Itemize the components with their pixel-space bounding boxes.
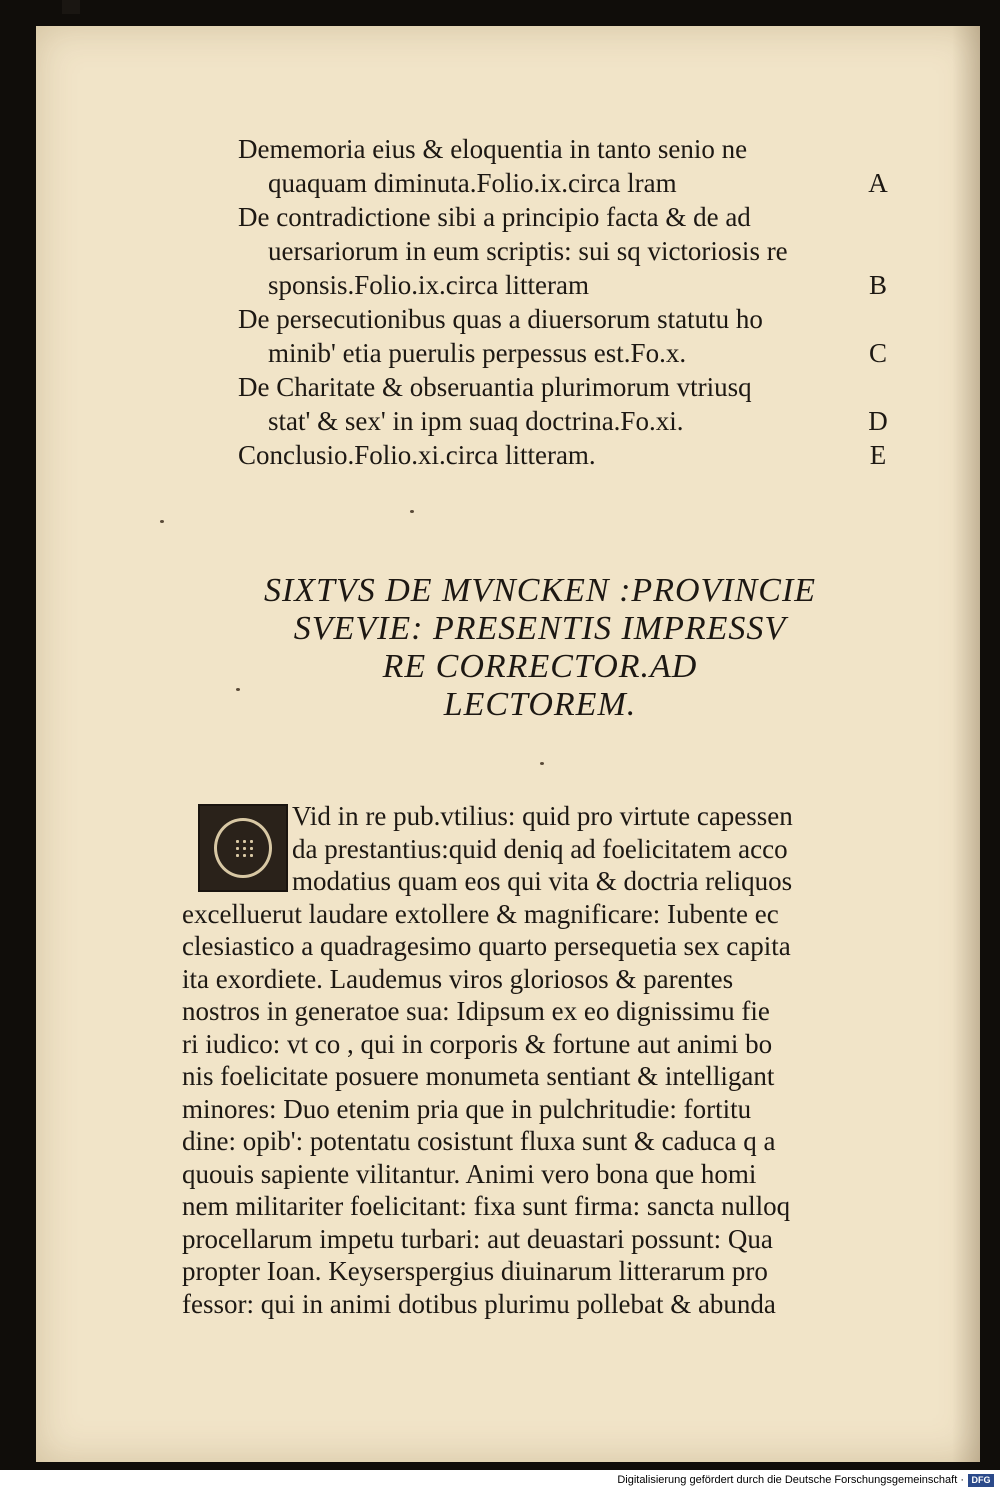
body-line: ita exordiete. Laudemus viros gloriosos & parentes: [182, 963, 734, 994]
toc-line-text: uersariorum in eum scriptis: sui sq victoriosis re: [268, 236, 788, 266]
toc-line-text: Dememoria eius & eloquentia in tanto senio ne: [238, 134, 748, 164]
toc-line-text: De persecutionibus quas a diuersorum statutu ho: [238, 304, 763, 334]
toc-line-marker: [858, 200, 898, 234]
heading-line: RE CORRECTOR.AD: [382, 648, 698, 685]
toc-line: [238, 438, 898, 472]
toc-line: [238, 370, 898, 404]
toc-line-marker: [858, 234, 898, 268]
body-line: procellarum impetu turbari: aut deuastari possunt: Qua: [182, 1223, 773, 1254]
toc-line: [238, 404, 898, 438]
heading-line: SIXTVS DE MVNCKEN :PROVINCIE: [263, 572, 817, 609]
body-line: dine: opib': potentatu cosistunt fluxa sunt & caduca q a: [182, 1126, 776, 1156]
toc-line-marker: [858, 302, 898, 336]
body-text: [182, 800, 882, 1320]
body-line: minores: Duo etenim pria que in pulchritudie: fortitu: [182, 1093, 752, 1124]
toc-line-text: De Charitate & obseruantia plurimorum vtriusq: [238, 372, 752, 402]
page-edge-shadow: [952, 26, 980, 1462]
section-heading: [180, 572, 900, 724]
ink-speck: [540, 762, 544, 765]
toc-line-marker: [858, 132, 898, 166]
toc-line-text: De contradictione sibi a principio facta & de ad: [238, 202, 751, 232]
body-line: nostros in generatoe sua: Idipsum ex eo dignissimu fie: [182, 996, 770, 1026]
toc-line-marker: C: [868, 338, 887, 368]
toc-line: [238, 132, 898, 166]
toc-line: [238, 166, 898, 200]
toc-line-marker: A: [868, 168, 888, 198]
toc-line-marker: D: [868, 406, 888, 436]
heading-line: LECTOREM.: [443, 686, 637, 723]
body-line: da prestantius:quid deniq ad foelicitatem acco: [292, 833, 788, 864]
toc-line: [238, 268, 898, 302]
ink-speck: [160, 520, 164, 523]
toc-line: [238, 336, 898, 370]
toc-line: [238, 234, 898, 268]
toc-line-marker: B: [868, 270, 887, 300]
body-line: quouis sapiente vilitantur. Animi vero bona que homi: [182, 1158, 757, 1189]
body-line: propter Ioan. Keyserspergius diuinarum litterarum pro: [182, 1256, 768, 1286]
dfg-logo: DFG: [968, 1474, 994, 1487]
heading-line: SVEVIE: PRESENTIS IMPRESSV: [293, 610, 787, 647]
body-line: nis foelicitate posuere monumeta sentiant & intelligant: [182, 1061, 775, 1091]
toc-line-text: quaquam diminuta.Folio.ix.circa lram: [268, 168, 677, 198]
toc-line: [238, 302, 898, 336]
footer-credit: Digitalisierung gefördert durch die Deutsche Forschungsgemeinschaft ·: [617, 1474, 964, 1486]
body-line: nem militariter foelicitant: fixa sunt firma: sancta nulloq: [182, 1191, 791, 1221]
toc-line-text: stat' & sex' in ipm suaq doctrina.Fo.xi.: [268, 406, 684, 436]
toc-line-marker: [858, 370, 898, 404]
binding-mark: [62, 0, 80, 14]
ink-speck: [410, 510, 414, 513]
toc-line-text: sponsis.Folio.ix.circa litteram: [268, 270, 589, 300]
body-line: clesiastico a quadragesimo quarto persequetia sex capita: [182, 931, 791, 961]
toc-line: [238, 200, 898, 234]
toc-line-text: Conclusio.Folio.xi.circa litteram.: [238, 440, 596, 470]
digitization-footer: [0, 1470, 1000, 1490]
body-line: Vid in re pub.vtilius: quid pro virtute capessen: [292, 801, 793, 831]
body-line: excelluerut laudare extollere & magnificare: Iubente ec: [182, 898, 779, 929]
body-line: ri iudico: vt co , qui in corporis & fortune aut animi bo: [182, 1028, 773, 1059]
table-of-contents: [238, 132, 898, 472]
body-line: fessor: qui in animi dotibus plurimu pollebat & abunda: [182, 1288, 776, 1319]
body-line: modatius quam eos qui vita & doctria reliquos: [292, 866, 793, 896]
toc-line-text: minib' etia puerulis perpessus est.Fo.x.: [268, 338, 687, 368]
toc-line-marker: E: [869, 440, 887, 470]
